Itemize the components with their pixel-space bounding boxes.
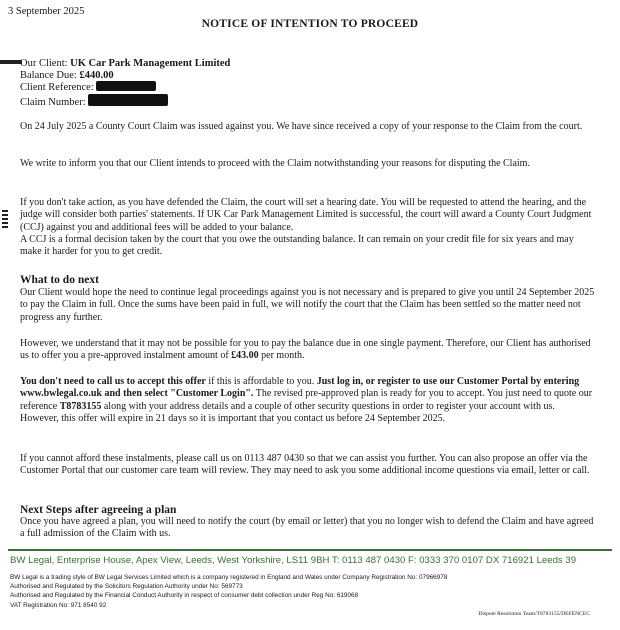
- redacted-client-reference: [96, 81, 156, 91]
- footer-address: BW Legal, Enterprise House, Apex View, Leeds, West Yorkshire, LS11 9BH T: 0113 487 0430 F: 0333 370 0107 DX 716921 Leeds 39: [10, 555, 577, 566]
- paragraph-hearing: If you don't take action, as you have defended the Claim, the court will set a hearing date. You will be requested to attend the hearing, and the judge will consider both parties' statements. If UK Car Park Management Limited is successful, the court will award a County Court Judgment (CCJ) against you and additional fees will be added to your balance.: [20, 197, 592, 233]
- client-name: UK Car Park Management Limited: [70, 58, 231, 69]
- balance-row: [20, 70, 230, 82]
- affordable-text: if this is affordable to you.: [208, 376, 315, 387]
- legal-sra: Authorised and Regulated by the Solicitors Regulation Authority under No: 569773: [10, 583, 243, 591]
- document-reference: Dispute Resolution Team/T8783155/DEFENCEC: [478, 611, 590, 617]
- client-row: [20, 58, 230, 70]
- letter-title: NOTICE OF INTENTION TO PROCEED: [201, 18, 419, 30]
- paragraph-intention: We write to inform you that our Client intends to proceed with the Claim notwithstanding your reasons for disputing the Claim.: [20, 158, 530, 169]
- redaction-mark: [0, 60, 22, 64]
- paragraph-claim-issued: On 24 July 2025 a County Court Claim was issued against you. We have since received a copy of your response to the Claim from the court.: [20, 121, 583, 132]
- client-reference-row: [20, 81, 230, 94]
- scan-artifact: [2, 208, 8, 228]
- paragraph-pay-in-full: Our Client would hope the need to continue legal proceedings against you is not necessary and is prepared to give you until 24 September 2025 to pay the Claim in full. Once the sums have been paid in full, we will notify the court that the Claim has been settled so the matter need not progress any further.: [20, 287, 595, 323]
- heading-what-to-do-next: What to do next: [20, 274, 99, 286]
- paragraph-ccj: A CCJ is a formal decision taken by the court that you owe the outstanding balance. It can remain on your credit file for six years and may make it harder for you to get credit.: [20, 234, 574, 258]
- footer-legal: [10, 573, 447, 610]
- letter-date: 3 September 2025: [8, 6, 85, 17]
- legal-vat: VAT Registration No: 971 8540 92: [10, 601, 107, 609]
- paragraph-instalment-offer: [20, 338, 595, 363]
- reference-number: T8783155: [59, 400, 102, 412]
- legal-company: BW Legal is a trading style of BW Legal Services Limited which is a company registered in England and Wales under Company Registration No: 07966978: [10, 574, 448, 581]
- legal-fca: Authorised and Regulated by the Financial Conduct Authority in respect of consumer debt collection under Reg No: 619068: [10, 592, 359, 600]
- portal-text: The revised pre-approved plan is ready for you to accept. You just need to quote our reference: [20, 388, 593, 412]
- portal-instructions: Just log in, or register to use our Customer Portal by entering www.bwlegal.co.uk and then select "Customer Login".: [20, 376, 580, 400]
- expiry-text: along with your address details and a couple of other security questions in order to register your account with us. However, this offer will expire in 21 days so it is important that you contact us before 24 September 2025.: [20, 400, 555, 425]
- no-call-needed: You don't need to call us to accept this offer: [20, 376, 206, 387]
- instalment-text: However, we understand that it may not be possible for you to pay the balance due in one single payment. Therefore, our Client has authorised us to offer you a pre-approved instalment amount of: [20, 338, 591, 362]
- client-reference-label: Client Reference:: [20, 82, 94, 93]
- paragraph-notify-court: Once you have agreed a plan, you will need to notify the court (by email or letter) that you no longer wish to defend the Claim and have agreed a full admission of the Claim with us.: [20, 516, 594, 540]
- client-label: Our Client:: [20, 58, 68, 69]
- claim-details: [20, 58, 230, 108]
- balance-value: £440.00: [79, 69, 114, 81]
- instalment-period: per month.: [261, 350, 305, 362]
- claim-number-row: [20, 94, 230, 109]
- instalment-amount: £43.00: [231, 350, 259, 362]
- redacted-claim-number: [88, 94, 168, 106]
- balance-label: Balance Due:: [20, 69, 77, 81]
- claim-number-label: Claim Number:: [20, 96, 86, 108]
- footer-divider: [8, 549, 612, 551]
- paragraph-cannot-afford: If you cannot afford these instalments, please call us on 0113 487 0430 so that we can assist you further. You can also propose an offer via the Customer Portal that our customer care team will review. They may need to ask you some additional income questions via email, letter or call.: [20, 453, 590, 477]
- heading-next-steps: Next Steps after agreeing a plan: [20, 504, 177, 516]
- paragraph-customer-portal: [20, 376, 595, 426]
